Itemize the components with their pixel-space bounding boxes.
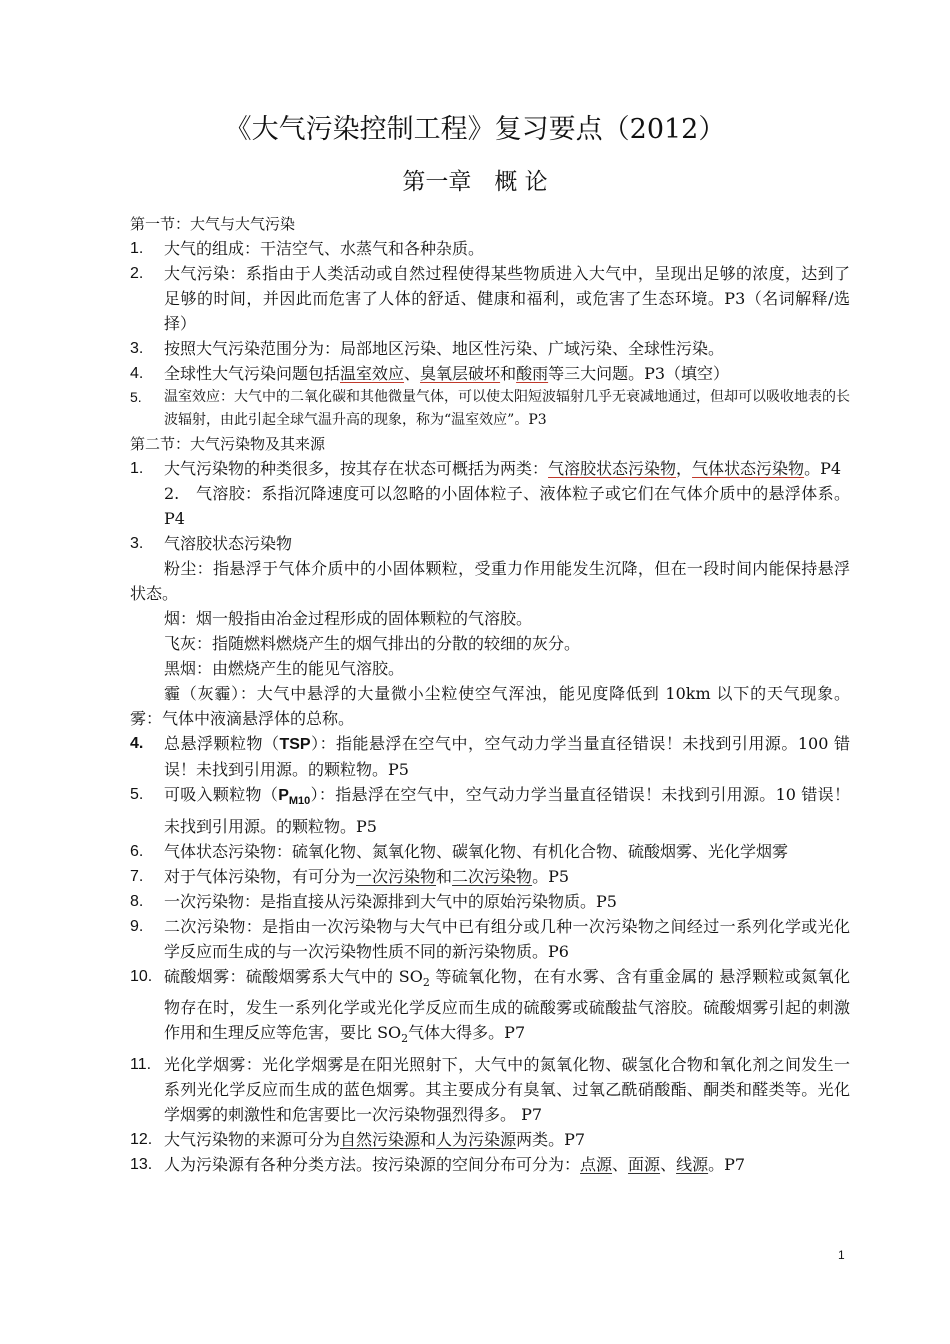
subscript: 2: [401, 1032, 409, 1046]
paragraph: 霾（灰霾）：大气中悬浮的大量微小尘粒使空气浑浊，能见度降低到 10km 以下的天气现象。雾：气体中液滴悬浮体的总称。: [130, 684, 850, 728]
item-number: 5.: [130, 786, 144, 803]
item-text: 等硫氧化物，在有水雾、含有重金属的 悬浮颗粒或氮氧化物存在时，发生一系列化学或光化学反应而生成的硫酸雾或硫酸盐气溶胶。硫酸烟雾引起的刺激作用和生理反应等危害，要比 SO: [164, 967, 850, 1043]
subscript: 2: [422, 976, 430, 990]
list-item: [130, 361, 850, 386]
item-number: 3.: [130, 340, 144, 357]
paragraph: 粉尘：指悬浮于气体介质中的小固体颗粒，受重力作用能发生沉降，但在一段时间内能保持悬浮状态。: [130, 559, 850, 603]
list-item: [130, 964, 850, 1051]
item-text: ）：指能悬浮在空气中，空气动力学当量直径错误！未找到引用源。100 错误！未找到引用源。的颗粒物。P5: [164, 734, 850, 779]
underlined-term: 一次污染物: [356, 867, 437, 887]
item-text: 大气污染物的种类很多，按其存在状态可概括为两类：: [164, 459, 549, 478]
list-item: [130, 839, 850, 864]
separator: ，: [676, 459, 693, 478]
bold-term: P: [278, 787, 289, 804]
underlined-term: 酸雨: [516, 364, 549, 383]
underlined-term: 人为污染源: [436, 1129, 517, 1149]
item-text: 温室效应：大气中的二氧化碳和其他微量气体，可以使太阳短波辐射几乎无衰减地通过，但却可以吸收地表的长波辐射，由此引起全球气温升高的现象，称为“温室效应”。P3: [164, 389, 850, 428]
item-text: 全球性大气污染问题包括: [164, 364, 341, 383]
paragraph: 烟：烟一般指由冶金过程形成的固体颗粒的气溶胶。: [164, 609, 533, 628]
item-number: 1.: [130, 460, 144, 477]
separator: 和: [436, 867, 453, 887]
separator: 、: [404, 364, 421, 383]
item-number: 6.: [130, 843, 144, 861]
separator: 和: [500, 364, 517, 383]
item-number: 10.: [130, 968, 153, 986]
list-item: [130, 1052, 850, 1127]
item-number: 13.: [130, 1155, 153, 1173]
item-text: 大气的组成：干洁空气、水蒸气和各种杂质。: [164, 239, 485, 258]
list-item: [130, 864, 850, 889]
separator: 、: [612, 1154, 629, 1174]
list-item: [130, 386, 850, 432]
item-text: 。P7: [708, 1154, 746, 1174]
page-number: 1: [838, 1248, 845, 1262]
underlined-term: 温室效应: [340, 364, 405, 383]
subscript: M10: [288, 795, 311, 808]
item-text: 气溶胶状态污染物: [164, 534, 293, 553]
list-item: [130, 531, 850, 556]
item-number: 4.: [130, 735, 144, 752]
item-number: 11.: [130, 1055, 152, 1073]
paragraph: 黑烟：由燃烧产生的能见气溶胶。: [164, 659, 405, 678]
item-text: 等三大问题。P3（填空）: [548, 364, 730, 383]
paragraph: 飞灰：指随燃料燃烧产生的烟气排出的分散的较细的灰分。: [164, 634, 581, 653]
item-number: 5.: [130, 389, 142, 405]
item-number: 2.: [130, 265, 144, 282]
item-number: 3.: [130, 535, 144, 552]
item-number: 9.: [130, 918, 144, 936]
document-body: [130, 212, 850, 1177]
list-item: [130, 782, 850, 839]
underlined-term: 气溶胶状态污染物: [548, 459, 677, 478]
item-text: 光化学烟雾：光化学烟雾是在阳光照射下，大气中的氮氧化物、碳氢化合物和氧化剂之间发生一系列光化学反应而生成的蓝色烟雾。其主要成分有臭氧、过氧乙酰硝酸酯、酮类和醛类等。光化学烟雾的刺激性和危害要比一次污染物强烈得多。 P7: [164, 1054, 850, 1124]
item-text: 总悬浮颗粒物（: [164, 734, 280, 753]
item-number: 7.: [130, 868, 144, 886]
item-text: 大气污染：系指由于人类活动或自然过程使得某些物质进入大气中，呈现出足够的浓度，达到了足够的时间，并因此而危害了人体的舒适、健康和福利，或危害了生态环境。P3（名词解释/选择）: [164, 264, 850, 333]
item-text: ）：指悬浮在空气中，空气动力学当量直径错误！未找到引用源。10 错误！未找到引用源。的颗粒物。P5: [164, 785, 850, 837]
item-text: 硫酸烟雾：硫酸烟雾系大气中的 SO: [164, 967, 423, 987]
item-text: 两类。P7: [516, 1129, 586, 1149]
item-text: 大气污染物的来源可分为: [164, 1129, 341, 1149]
underlined-term: 面源: [628, 1154, 661, 1174]
list-item: [130, 914, 850, 964]
list-item: [130, 336, 850, 361]
item-text: 对于气体污染物，有可分为: [164, 867, 357, 887]
underlined-term: 臭氧层破坏: [420, 364, 501, 383]
section-heading-2: 第二节：大气污染物及其来源: [130, 435, 326, 453]
document-title: 《大气污染控制工程》复习要点（2012）: [224, 114, 726, 145]
list-item: [130, 1152, 850, 1177]
separator: 和: [420, 1129, 437, 1149]
item-number: 1.: [130, 240, 144, 257]
chapter-heading: 第一章 概 论: [402, 169, 548, 195]
item-number: 12.: [130, 1130, 153, 1148]
item-number: 8.: [130, 893, 144, 911]
list-item: [130, 889, 850, 914]
item-text: 。P5: [532, 867, 570, 887]
underlined-term: 点源: [580, 1154, 613, 1174]
underlined-term: 自然污染源: [340, 1129, 421, 1149]
underlined-term: 气体状态污染物: [692, 459, 805, 478]
list-item: [130, 731, 850, 782]
item-number: 4.: [130, 365, 144, 382]
list-item: [130, 456, 850, 481]
item-text: 二次污染物：是指由一次污染物与大气中已有组分或几种一次污染物之间经过一系列化学或光化学反应而生成的与一次污染物性质不同的新污染物质。P6: [164, 917, 850, 962]
list-item: [130, 236, 850, 261]
item-text: 可吸入颗粒物（: [164, 785, 279, 804]
item-text: 一次污染物：是指直接从污染源排到大气中的原始污染物质。P5: [164, 892, 617, 912]
item-text: 按照大气污染范围分为：局部地区污染、地区性污染、广域污染、全球性污染。: [164, 339, 725, 358]
section-heading-1: 第一节：大气与大气污染: [130, 215, 296, 233]
underlined-term: 二次污染物: [452, 867, 533, 887]
item-text: 人为污染源有各种分类方法。按污染源的空间分布可分为：: [164, 1154, 581, 1174]
item-text: 气体大得多。P7: [408, 1023, 526, 1043]
item-text: 。P4: [804, 459, 842, 478]
bold-term: TSP: [279, 736, 311, 753]
list-item: 2. 气溶胶：系指沉降速度可以忽略的小固体粒子、液体粒子或它们在气体介质中的悬浮体系。P4: [164, 484, 850, 528]
list-item: [130, 261, 850, 336]
item-text: 气体状态污染物：硫氧化物、氮氧化物、碳氧化物、有机化合物、硫酸烟雾、光化学烟雾: [164, 842, 789, 862]
underlined-term: 线源: [676, 1154, 709, 1174]
list-item: [130, 1127, 850, 1152]
separator: 、: [660, 1154, 677, 1174]
